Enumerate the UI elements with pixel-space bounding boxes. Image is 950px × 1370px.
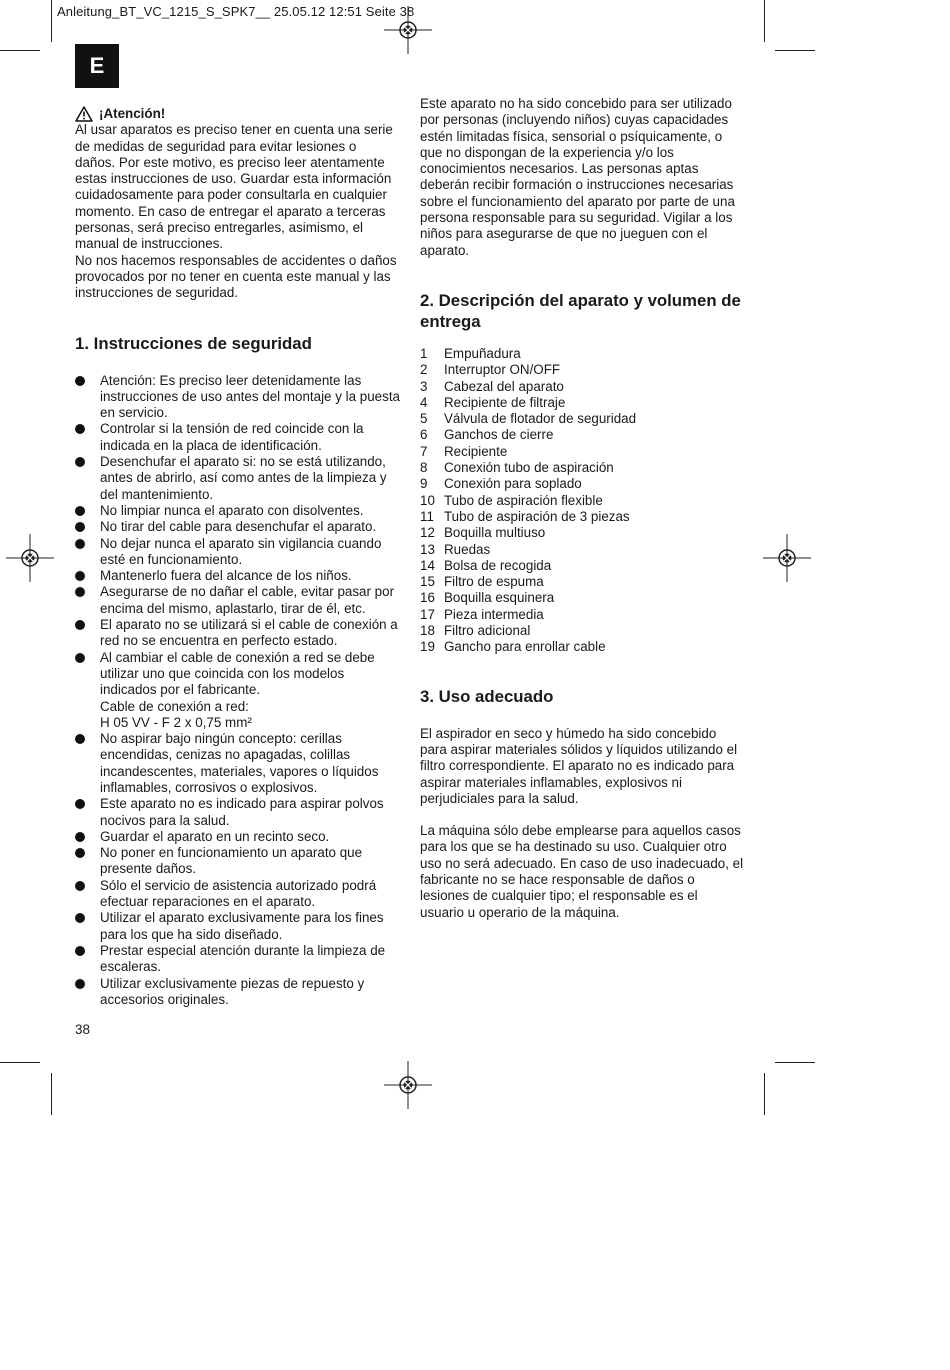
attention-paragraph: No nos hacemos responsables de accidentes o daños provocados por no tener en cuenta este manual y las instrucciones de seguridad. xyxy=(75,252,397,301)
warning-triangle-icon xyxy=(75,106,93,122)
list-item: 19 Gancho para enrollar cable xyxy=(420,639,606,655)
list-item: 3 Cabezal del aparato xyxy=(420,378,564,394)
list-item: Utilizar exclusivamente piezas de repuesto y accesorios originales. xyxy=(75,976,400,1009)
list-item: 9 Conexión para soplado xyxy=(420,476,582,492)
list-item: 5 Válvula de flotador de seguridad xyxy=(420,411,637,427)
page-number: 38 xyxy=(75,1022,90,1037)
attention-heading xyxy=(75,106,400,122)
print-header: Anleitung_BT_VC_1215_S_SPK7__ 25.05.12 12:51 Seite 38 xyxy=(57,4,415,19)
crop-mark xyxy=(775,1062,815,1063)
safety-list xyxy=(75,373,400,1009)
list-item: 11 Tubo de aspiración de 3 piezas xyxy=(420,508,630,524)
list-item: Atención: Es preciso leer detenidamente las instrucciones de uso antes del montaje y la puesta en servicio. xyxy=(75,373,400,422)
list-item: No dejar nunca el aparato sin vigilancia cuando esté en funcionamiento. xyxy=(75,536,400,569)
list-item: Al cambiar el cable de conexión a red se debe utilizar uno que coincida con los modelos indicados por el fabricante. Cable de conexión a red: H 05 VV - F 2 x 0,75 mm² xyxy=(75,650,400,731)
usage-paragraph: La máquina sólo debe emplearse para aquellos casos para los que se ha destinado su uso. Cualquier otro uso no será adecuado. En caso de uso inadecuado, el fabricante no se hace responsable de daños o lesiones de cualquier tipo; el responsable es el usuario u operario de la máquina. xyxy=(420,823,744,920)
left-column xyxy=(75,106,400,1008)
list-item: 13 Ruedas xyxy=(420,541,491,557)
list-item: Desenchufar el aparato si: no se está utilizando, antes de abrirlo, así como antes de la limpieza y del mantenimiento. xyxy=(75,454,400,503)
list-item: 6 Ganchos de cierre xyxy=(420,427,554,443)
crop-mark xyxy=(51,0,52,42)
list-item: Mantenerlo fuera del alcance de los niños. xyxy=(75,568,400,584)
list-item: 8 Conexión tubo de aspiración xyxy=(420,460,614,476)
usage-paragraph: El aspirador en seco y húmedo ha sido concebido para aspirar materiales sólidos y líquidos utilizando el filtro correspondiente. El aparato no es indicado para aspirar materiales inflamables, explosivos ni perjudiciales para la salud. xyxy=(420,725,738,806)
list-item: 15 Filtro de espuma xyxy=(420,574,544,590)
list-item: Este aparato no es indicado para aspirar polvos nocivos para la salud. xyxy=(75,796,400,829)
section-heading: 2. Descripción del aparato y volumen de entrega xyxy=(420,290,741,331)
registration-mark-icon xyxy=(384,6,432,54)
list-item: 7 Recipiente xyxy=(420,443,508,459)
cable-label: Cable de conexión a red: xyxy=(100,698,249,714)
crop-mark xyxy=(764,0,765,42)
cable-spec: H 05 VV - F 2 x 0,75 mm² xyxy=(100,714,252,730)
right-column xyxy=(420,96,745,921)
crop-mark xyxy=(764,1073,765,1115)
list-item: 2 Interruptor ON/OFF xyxy=(420,362,561,378)
crop-mark xyxy=(51,1073,52,1115)
registration-mark-icon xyxy=(384,1061,432,1109)
registration-mark-icon xyxy=(763,534,811,582)
list-item: No aspirar bajo ningún concepto: cerillas encendidas, cenizas no apagadas, colillas incandescentes, materiales, vapores o líquidos inflamables, corrosivos o explosivos. xyxy=(75,731,400,796)
crop-mark xyxy=(0,50,40,51)
list-item: Prestar especial atención durante la limpieza de escaleras. xyxy=(75,943,400,976)
list-item: Asegurarse de no dañar el cable, evitar pasar por encima del mismo, aplastarlo, tirar de él, etc. xyxy=(75,584,400,617)
attention-paragraph: Al usar aparatos es preciso tener en cuenta una serie de medidas de seguridad para evitar lesiones o daños. Por este motivo, es preciso leer atentamente estas instrucciones de uso. Guardar esta información cuidadosamente para poder consultarla en cualquier momento. En caso de entregar el aparato a terceras personas, será preciso entregarles, asimismo, el manual de instrucciones. xyxy=(75,122,393,252)
list-item: Guardar el aparato en un recinto seco. xyxy=(75,829,400,845)
list-item: Sólo el servicio de asistencia autorizado podrá efectuar reparaciones en el aparato. xyxy=(75,878,400,911)
list-item: 18 Filtro adicional xyxy=(420,623,531,639)
registration-mark-icon xyxy=(6,534,54,582)
list-item: 1 Empuñadura xyxy=(420,345,521,361)
crop-mark xyxy=(0,1062,40,1063)
list-item: No tirar del cable para desenchufar el aparato. xyxy=(75,519,400,535)
list-item: Utilizar el aparato exclusivamente para los fines para los que ha sido diseñado. xyxy=(75,910,400,943)
intro-paragraph: Este aparato no ha sido concebido para ser utilizado por personas (incluyendo niños) cuyas capacidades estén limitadas física, sensorial o psíquicamente, o que no dispongan de la experiencia y/o los conocimientos necesarios. Las personas aptas deberán recibir formación o instrucciones necesarias sobre el funcionamiento del aparato por parte de una persona responsable para su seguridad. Vigilar a los niños para asegurarse de que no jueguen con el aparato. xyxy=(420,96,735,258)
section-heading: 1. Instrucciones de seguridad xyxy=(75,333,312,353)
list-item: 12 Boquilla multiuso xyxy=(420,525,546,541)
section-heading: 3. Uso adecuado xyxy=(420,686,554,706)
list-item: 14 Bolsa de recogida xyxy=(420,557,552,573)
parts-list xyxy=(420,346,745,656)
list-item: 4 Recipiente de filtraje xyxy=(420,394,566,410)
list-item: No limpiar nunca el aparato con disolventes. xyxy=(75,503,400,519)
list-item: 17 Pieza intermedia xyxy=(420,606,544,622)
attention-title: ¡Atención! xyxy=(99,106,166,121)
list-item: El aparato no se utilizará si el cable de conexión a red no se encuentra en perfecto estado. xyxy=(75,617,400,650)
list-item: No poner en funcionamiento un aparato que presente daños. xyxy=(75,845,400,878)
list-item: Controlar si la tensión de red coincide con la indicada en la placa de identificación. xyxy=(75,421,400,454)
list-item: 10 Tubo de aspiración flexible xyxy=(420,492,603,508)
crop-mark xyxy=(775,50,815,51)
list-item: 16 Boquilla esquinera xyxy=(420,590,555,606)
language-tab: E xyxy=(75,44,119,88)
